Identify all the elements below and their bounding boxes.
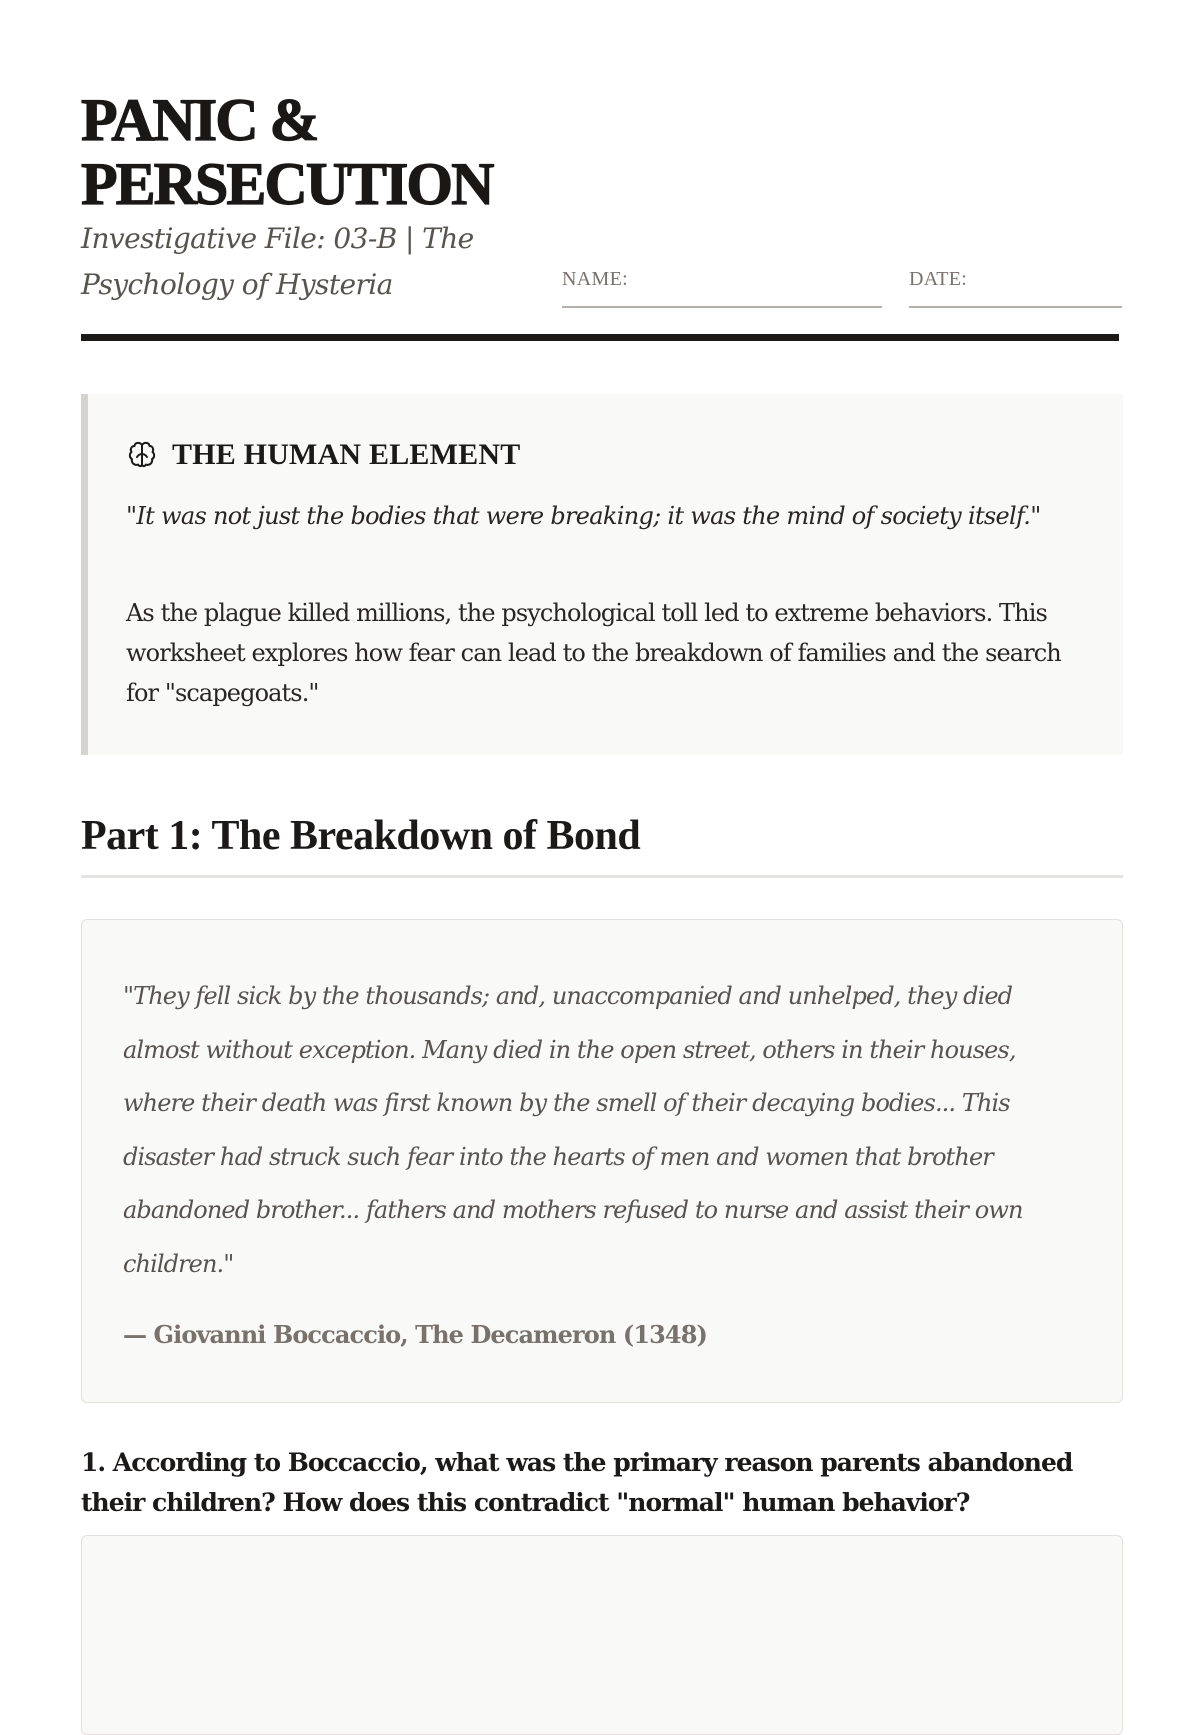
human-element-callout <box>81 394 1123 755</box>
name-field[interactable] <box>562 268 882 308</box>
title-line-1: PANIC & <box>81 87 318 153</box>
section-divider <box>81 875 1123 878</box>
worksheet-title <box>81 88 601 216</box>
worksheet-header <box>81 0 1119 342</box>
callout-quote: "It was not just the bodies that were breaking; it was the mind of society itself." <box>126 502 1041 530</box>
source-quote: "They fell sick by the thousands; and, unaccompanied and unhelped, they died almost without exception. Many died in the open street, others in their houses, where their death was first known by the smell of their decaying bodies... This disaster had struck such fear into the hearts of men and women that brother abandoned brother... fathers and mothers refused to nurse and assist their own children." <box>123 982 1023 1278</box>
primary-source-box <box>81 919 1123 1403</box>
source-attribution: — Giovanni Boccaccio, The Decameron (1348) <box>123 1320 707 1349</box>
name-label: NAME: <box>562 268 628 290</box>
part-1-title: Part 1: The Breakdown of Bond <box>81 813 641 859</box>
callout-title: THE HUMAN ELEMENT <box>172 438 521 471</box>
brain-icon <box>126 439 158 471</box>
question-1: 1. According to Boccaccio, what was the primary reason parents abandoned their children? How does this contradict "normal" human behavior? <box>81 1448 1073 1517</box>
callout-header <box>126 438 520 472</box>
header-divider <box>81 334 1119 341</box>
worksheet-page <box>0 0 1200 342</box>
worksheet-subtitle: Investigative File: 03-B | The Psychology of Hysteria <box>81 222 474 301</box>
date-label: DATE: <box>909 268 968 290</box>
callout-body: As the plague killed millions, the psychological toll led to extreme behaviors. This worksheet explores how fear can lead to the breakdown of families and the search for "scapegoats." <box>126 599 1061 707</box>
answer-field-1[interactable] <box>81 1535 1123 1735</box>
date-field[interactable] <box>909 268 1122 308</box>
title-line-2: PERSECUTION <box>81 151 493 217</box>
